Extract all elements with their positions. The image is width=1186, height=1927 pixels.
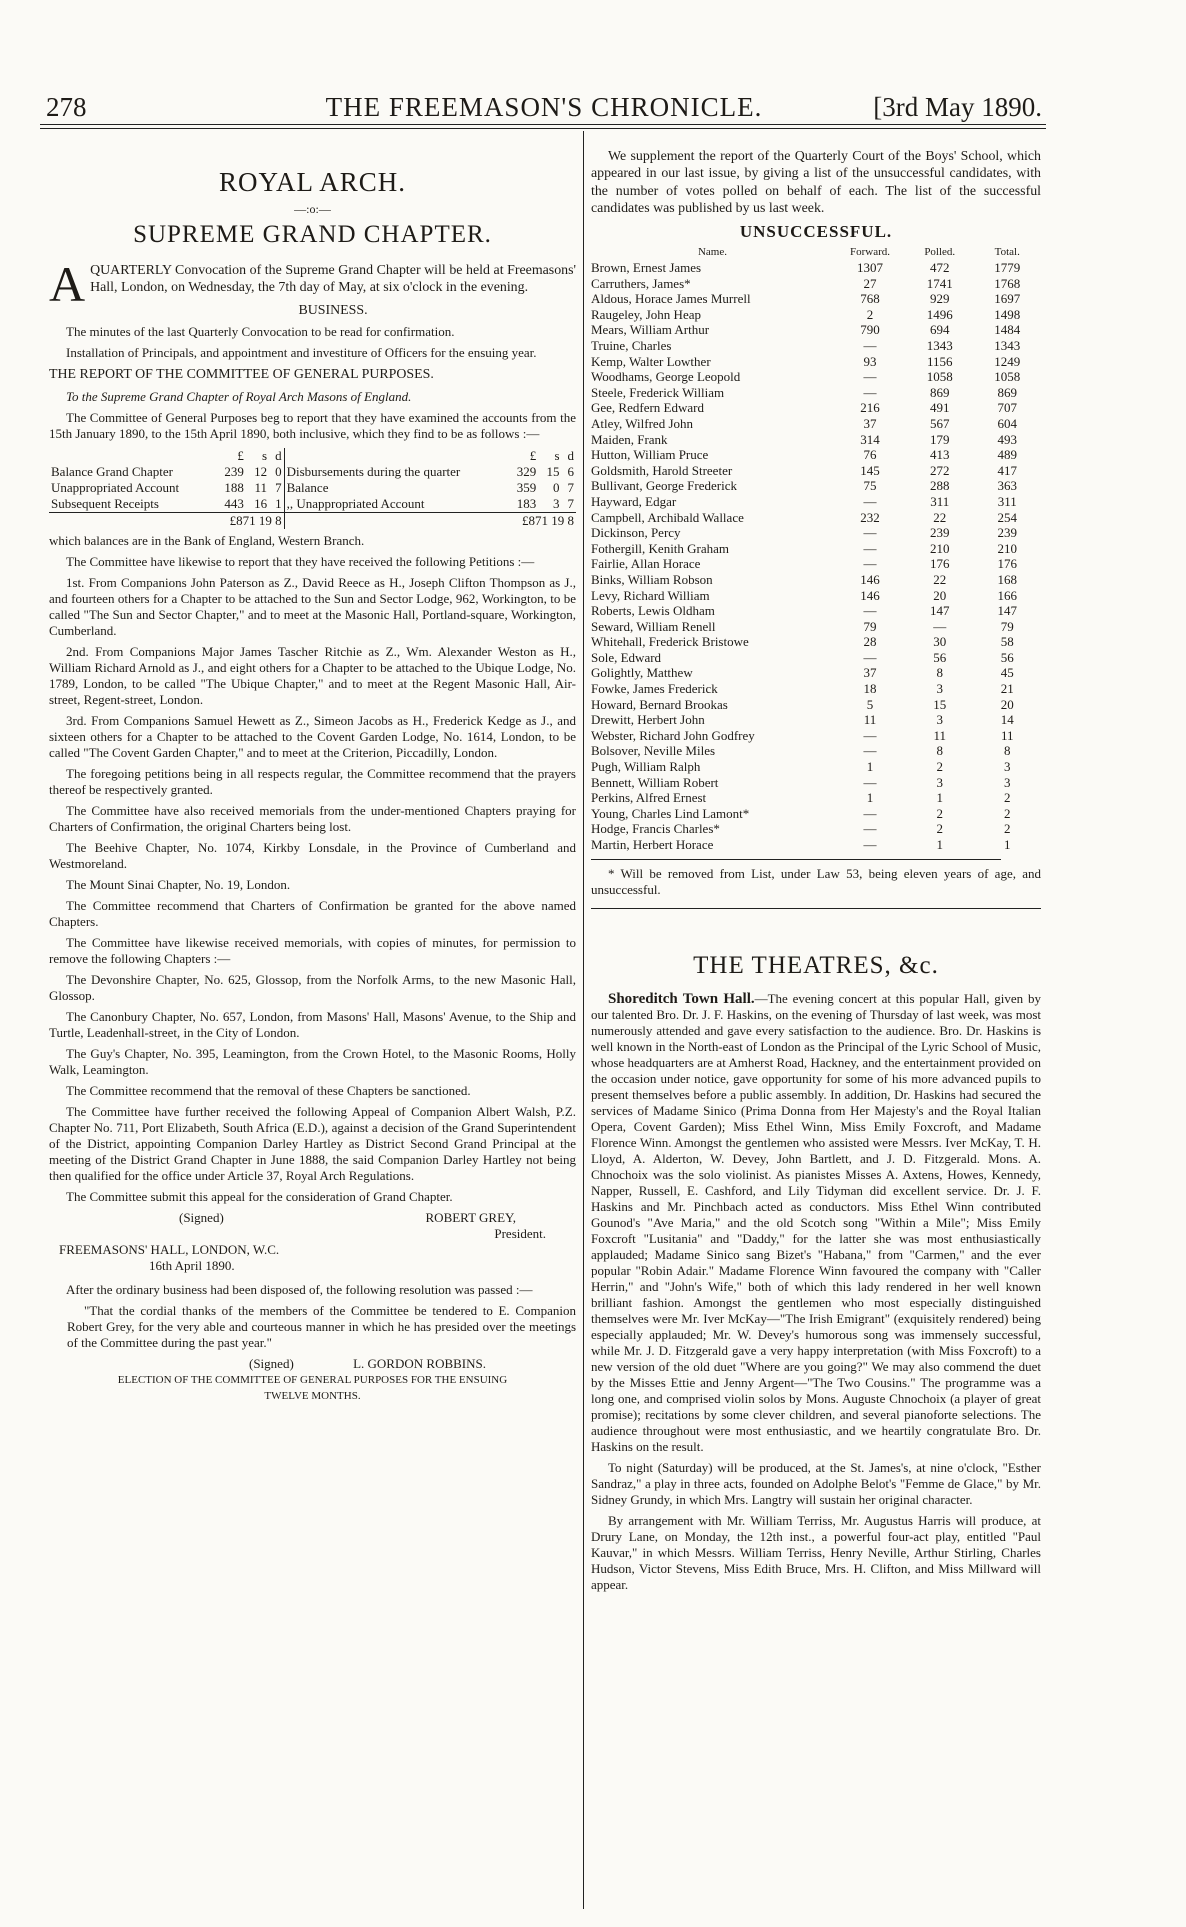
candidate-total: 2 [1004,790,1011,806]
candidate-name: Maiden, Frank [591,431,668,447]
candidate-forward: — [863,338,877,353]
candidate-name: Bullivant, George Frederick [591,478,737,494]
candidate-forward: 314 [860,431,880,447]
place-line: FREEMASONS' HALL, LONDON, W.C. [59,1241,280,1257]
candidate-total: 79 [1000,618,1014,634]
candidate-total: 1779 [994,260,1021,276]
candidate-forward: — [863,384,877,400]
candidate-row [591,276,1041,292]
candidate-name: Perkins, Alfred Ernest [591,790,707,806]
candidate-polled: 3 [936,774,943,790]
petition-1: 1st. From Companions John Paterson as Z., David Reece as H., Joseph Clifton Thompson as J., and fourteen others for a Chapter to be attached to the Sun and Sector Lodge, 962, Workington, to be called "The Sun and Sector Chapter," and to meet at the Masonic Hall, Portland-square, Workington, Cumberland. [49,574,576,638]
candidate-polled: 147 [930,603,950,619]
candidate-total: 869 [997,384,1017,400]
candidate-polled: 176 [930,556,950,572]
candidate-polled: 472 [930,260,950,276]
account-table: £ s d £ s d Balance Grand Chapter 239 12 0 Disbursements during the quarter 329 15 6 Unappropriated Account 188 11 7 Balance 359 0 7 Subsequent Receipts 443 16 1 ,, Unappropriated Account 183 3 7 £871 19 8 £871 19 8 [51,447,574,528]
shoreditch-paragraph [591,991,1041,1455]
candidate-name: Gee, Redfern Edward [591,400,704,416]
candidate-row [591,712,1041,728]
candidate-forward: 1307 [857,260,883,276]
candidate-polled: 491 [930,400,950,416]
candidate-total: 2 [1004,821,1011,837]
candidate-name: Carruthers, James* [591,275,691,291]
minutes-paragraph: The minutes of the last Quarterly Convocation to be read for confirmation. [66,324,455,340]
candidate-row [591,400,1041,416]
shoreditch-lead: Shoreditch Town Hall. [608,990,755,1007]
candidate-polled: 1343 [926,338,953,353]
date-line: 16th April 1890. [149,1257,235,1273]
report-address: To the Supreme Grand Chapter of Royal Arch Masons of England. [66,388,412,404]
candidate-polled: 22 [933,571,947,587]
candidate-row [591,494,1041,510]
candidate-total: 1498 [994,306,1021,322]
memorials-paragraph: The Committee have also received memorials from the under-mentioned Chapters praying for Charters of Confirmation, the original Charters being lost. [49,802,576,834]
candidate-total: 254 [997,509,1017,525]
candidate-polled: 413 [930,447,950,463]
left-column [49,166,576,1404]
candidate-row [591,743,1041,759]
candidate-total: 3 [1004,759,1011,775]
candidate-forward: — [863,603,877,619]
candidate-forward: 75 [863,478,877,494]
candidate-total: 21 [1000,681,1014,697]
candidate-name: Bennett, William Robert [591,774,719,790]
candidate-total: 58 [1000,634,1014,650]
tonight-paragraph: To night (Saturday) will be produced, at the St. James's, at nine o'clock, "Esther Sandraz," a play in three acts, founded on Adolphe Belot's "Femme de Glace," by Mr. Sidney Grundy, in which Mrs. Langtry will sustain her original character. [591,1459,1041,1507]
candidate-name: Hodge, Francis Charles* [591,821,720,837]
candidate-total: 1249 [994,353,1021,369]
candidate-polled: 272 [930,462,950,478]
candidate-polled: — [933,618,947,634]
candidate-total: 11 [1000,727,1014,743]
candidate-name: Whitehall, Frederick Bristowe [591,634,749,650]
candidate-total: 166 [997,587,1017,603]
candidate-name: Hutton, William Pruce [591,447,709,463]
candidate-name: Martin, Herbert Horace [591,837,714,852]
candidate-total: 210 [997,540,1017,556]
candidate-forward: — [863,540,877,556]
candidate-total: 20 [1000,696,1014,712]
candidate-name: Golightly, Matthew [591,665,693,681]
candidate-row [591,775,1041,791]
candidate-total: 1 [1004,837,1011,852]
col-total: Total. [994,246,1020,259]
candidate-name: Campbell, Archibald Wallace [591,509,744,525]
candidate-forward: — [863,649,877,665]
candidate-polled: 8 [936,665,943,681]
candidate-polled: 30 [933,634,947,650]
candidate-forward: 146 [860,587,880,603]
candidate-forward: 93 [863,353,877,369]
candidate-name: Hayward, Edgar [591,493,677,509]
petitions-intro: The Committee have likewise to report that they have received the following Petitions :— [66,553,535,569]
candidate-total: 3 [1004,774,1011,790]
candidate-name: Young, Charles Lind Lamont* [591,805,750,821]
candidate-total: 493 [997,431,1017,447]
supreme-grand-chapter-heading: SUPREME GRAND CHAPTER. [133,221,492,248]
candidate-name: Steele, Frederick William [591,384,725,400]
candidate-total: 1768 [994,275,1021,291]
candidate-total: 311 [997,493,1017,509]
candidate-forward: — [863,774,877,790]
candidate-row [591,634,1041,650]
candidate-name: Truine, Charles [591,338,672,353]
candidate-row [591,541,1041,557]
candidate-name: Seward, William Renell [591,618,716,634]
submit-paragraph: The Committee submit this appeal for the consideration of Grand Chapter. [66,1188,453,1204]
page-number: 278 [46,92,87,122]
candidate-polled: 2 [936,805,943,821]
candidate-row [591,619,1041,635]
candidate-row [591,291,1041,307]
candidate-name: Fowke, James Frederick [591,681,718,697]
appeal-paragraph: The Committee have further received the following Appeal of Companion Albert Walsh, P.Z. Chapter No. 711, Port Elizabeth, South Africa (E.D.), against a decision of the Grand Superintendent of the District, appointing Companion Darley Hartley as District Second Grand Principal at the meeting of the District Grand Chapter in June 1888, the said Companion Darley Hartley not being then qualified for the office under Article 37, Royal Arch Regulations. [49,1103,576,1183]
candidate-polled: 869 [930,384,950,400]
candidate-forward: — [863,369,877,385]
account-total-left: £871 19 8 [214,512,284,529]
candidate-forward: — [863,743,877,759]
candidate-row [591,681,1041,697]
candidate-name: Dickinson, Percy [591,525,681,541]
candidate-row [591,447,1041,463]
candidate-forward: 768 [860,291,880,307]
candidate-row [591,588,1041,604]
intro-paragraph: AQUARTERLY Convocation of the Supreme Grand Chapter will be held at Freemasons' Hall, London, on Wednesday, the 7th day of May, at six o'clock in the evening. [49,256,576,312]
candidate-total: 45 [1000,665,1014,681]
candidate-forward: 1 [866,759,874,775]
candidate-polled: 1156 [926,353,953,369]
guys-paragraph: The Guy's Chapter, No. 395, Leamington, from the Crown Hotel, to the Masonic Rooms, Holly Walk, Leamington. [49,1045,576,1077]
candidate-name: Goldsmith, Harold Streeter [591,462,733,478]
petition-2: 2nd. From Companions Major James Tascher Ritchie as Z., Wm. Alexander Weston as H., William Richard Arnold as J., and eight others for a Chapter to be attached to the Ubique Lodge, No. 1789, London, to be called "The Ubique Chapter," and to meet at the Regent Masonic Hall, Air-street, Regent-street, London. [49,643,576,707]
right-column [591,148,1041,1598]
candidate-total: 14 [1000,712,1014,728]
candidate-polled: 567 [930,415,950,431]
account-total-row [49,512,576,529]
arrangement-paragraph: By arrangement with Mr. William Terriss, Mr. Augustus Harris will produce, at Drury Lane, on Monday, the 12th inst., a powerful four-act play, entitled "Paul Kauvar," in which Messrs. William Terriss, Henry Neville, Arthur Stirling, Charles Hudson, Victor Stevens, Miss Edith Bruce, Mrs. H. Clifton, and Miss Millward will appear. [591,1512,1041,1592]
candidate-row [591,603,1041,619]
candidate-total: 2 [1004,805,1011,821]
business-heading: BUSINESS. [298,302,368,318]
candidate-row [591,354,1041,370]
after-paragraph: After the ordinary business had been disposed of, the following resolution was passed :— [66,1281,533,1297]
signature-line-2: (Signed) L. GORDON ROBBINS. [249,1355,486,1371]
issue-date: [3rd May 1890. [873,92,1042,122]
report-title: THE REPORT OF THE COMMITTEE OF GENERAL PURPOSES. [49,367,434,383]
candidate-total: 239 [997,525,1017,541]
candidate-row [591,369,1041,385]
candidate-name: Woodhams, George Leopold [591,369,741,385]
theatres-heading: THE THEATRES, &c. [693,951,939,979]
candidate-polled: 8 [936,743,943,759]
candidate-forward: 232 [860,509,880,525]
account-row: Subsequent Receipts 443 16 1 ,, Unappropriated Account 183 3 7 [51,495,574,511]
candidate-forward: 1 [866,790,874,806]
candidate-polled: 1496 [926,306,953,322]
candidate-row [591,821,1041,837]
candidate-row [591,385,1041,401]
candidate-row [591,665,1041,681]
candidate-polled: 239 [930,525,950,541]
candidate-name: Brown, Ernest James [591,260,702,276]
candidate-name: Levy, Richard William [591,587,710,603]
candidate-forward: 79 [863,618,877,634]
candidate-polled: 210 [930,540,950,556]
candidate-forward: 27 [863,275,877,291]
candidate-name: Aldous, Horace James Murrell [591,291,751,307]
candidate-name: Webster, Richard John Godfrey [591,727,755,743]
candidate-polled: 2 [936,759,943,775]
candidate-name: Atley, Wilfred John [591,415,694,431]
account-row: Balance Grand Chapter 239 12 0 Disbursements during the quarter 329 15 6 [51,463,574,479]
candidate-name: Drewitt, Herbert John [591,712,705,728]
candidate-name: Howard, Bernard Brookas [591,696,728,712]
candidate-polled: 311 [930,493,950,509]
candidate-forward: 216 [860,400,880,416]
signer-title: President. [494,1225,546,1241]
candidate-row [591,307,1041,323]
candidate-name: Kemp, Walter Lowther [591,353,711,369]
election-heading: ELECTION OF THE COMMITTEE OF GENERAL PURPOSES FOR THE ENSUING TWELVE MONTHS. [117,1373,508,1402]
masthead-rule [40,124,1046,125]
candidate-forward: 790 [860,322,880,338]
signer-2-name: L. GORDON ROBBINS. [353,1355,486,1371]
candidate-forward: — [863,821,877,837]
candidate-row [591,759,1041,775]
newspaper-title: THE FREEMASON'S CHRONICLE. [325,92,763,122]
column-divider [583,131,584,1909]
candidate-name: Roberts, Lewis Oldham [591,603,715,619]
candidate-row [591,432,1041,448]
candidate-total: 8 [1004,743,1011,759]
candidate-polled: 929 [930,291,950,307]
candidates-body [591,260,1041,853]
candidate-row [591,697,1041,713]
candidate-forward: 145 [860,462,880,478]
candidate-row [591,728,1041,744]
memorials-removal-paragraph: The Committee have likewise received memorials, with copies of minutes, for permission to remove the following Chapters :— [49,934,576,966]
candidate-forward: — [863,805,877,821]
candidate-forward: — [863,493,877,509]
candidate-row [591,525,1041,541]
candidate-polled: 288 [930,478,950,494]
candidate-polled: 1 [936,837,943,852]
candidate-row [591,837,1041,853]
col-forward: Forward. [849,246,891,259]
candidate-row [591,478,1041,494]
candidate-polled: 1 [936,790,943,806]
candidate-forward: — [863,727,877,743]
candidate-polled: 1741 [926,275,953,291]
candidate-row [591,650,1041,666]
candidate-polled: 11 [933,727,947,743]
installation-paragraph: Installation of Principals, and appointment and investiture of Officers for the ensuing year. [66,345,537,361]
candidate-forward: 37 [863,415,877,431]
candidate-total: 489 [997,447,1017,463]
candidate-row [591,790,1041,806]
candidate-forward: 146 [860,571,880,587]
devonshire-paragraph: The Devonshire Chapter, No. 625, Glossop, from the Norfolk Arms, to the new Masonic Hall, Glossop. [49,971,576,1003]
candidate-total: 168 [997,571,1017,587]
col-name: Name. [697,246,727,259]
account-row: Unappropriated Account 188 11 7 Balance 359 0 7 [51,479,574,495]
candidate-row [591,572,1041,588]
candidate-polled: 3 [936,712,943,728]
resolution-paragraph: "That the cordial thanks of the members of the Committee be tendered to E. Companion Robert Grey, for the very able and courteous manner in which he has presided over the meetings of the Committee during the past year." [67,1302,576,1350]
beehive-paragraph: The Beehive Chapter, No. 1074, Kirkby Lonsdale, in the Province of Cumberland and Westmoreland. [49,839,576,871]
sinai-paragraph: The Mount Sinai Chapter, No. 19, London. [66,876,291,892]
candidate-total: 417 [997,462,1017,478]
masthead-rule-thin [40,128,1046,129]
candidate-forward: 76 [863,447,877,463]
candidate-forward: 11 [863,712,877,728]
candidate-name: Sole, Edward [591,649,662,665]
canonbury-paragraph: The Canonbury Chapter, No. 657, London, from Masons' Hall, Masons' Avenue, to the Ship and Turtle, Leadenhall-street, in the City of London. [49,1008,576,1040]
section-rule [591,908,1041,909]
candidate-name: Fothergill, Kenith Graham [591,540,730,556]
candidate-row [591,260,1041,276]
candidate-total: 1058 [994,369,1021,385]
shoreditch-text: —The evening concert at this popular Hall, given by our talented Bro. Dr. J. F. Haskins, on the evening of Thursday of last week, was most numerously attended and gave every satisfaction to the audience. Bro. Dr. Haskins is well known in the North-east of London as the Principal of the Lyric School of Music, whose headquarters are at Amherst Road, Hackney, and the entertainment provided on the occasion under notice, gave opportunity for some of his more advanced pupils to present themselves before a public assembly. In addition, Dr. Haskins had secured the services of Madame Sinico (Prima Donna from Her Majesty's and the Royal Italian Opera, Covent Garden); Miss Ethel Winn, Miss Emily Foxcroft, and Madame Florence Winn. Amongst the gentlemen who assisted were Messrs. Iver McKay, T. H. Lloyd, A. Alderton, W. Devey, John Bartlett, and J. D. Fitzgerald. Mons. A. Chnochoix was the solo violinist. As pianistes Misses A. Axtens, Howes, Kennedy, Napper, Russell, E. Cashford, and Lily Tidyman did excellent service. Dr. J. F. Haskins and Mr. Pinchbach acted as conductors. Miss Ethel Winn contributed Gounod's "Ave Maria," and the old Scotch song "Within a Mile"; Miss Emily Foxcroft "Lusitania" and "Daddy," for the latter she was most enthusiastically applauded; Madame Sinico sang Bizet's "Habana," from "Carmen," and the ever popular "Robin Adair." Madame Florence Winn favoured the company with "Caller Herrin," and "John's Wife," both of which this lady rendered in her well known brilliant fashion. Amongst the gentlemen who most especially distinguished themselves were Mr. Iver McKay—"The Irish Emigrant" (exquisitely rendered) being especially applauded; Mr. W. Devey's humorous song was immensely successful, while Mr. J. D. Fitzgerald gave a very happy interpretation (with Miss Foxcroft) to a new version of the old duet "Where are you going?" We may also commend the duet by the Misses Ettie and Jenny Argent—"The Two Cousins." The programme was a long one, and comprised violin solos by Mons. Auguste Chnochoix (a player of great promise); recitations by some clever children, and several pianoforte selections. The audience throughout were most enthusiastic, and we heartily congratulate Bro. Dr. Haskins on the result. [591,990,1041,1454]
candidate-forward: — [863,525,877,541]
candidate-polled: 3 [936,681,943,697]
candidate-name: Pugh, William Ralph [591,759,701,775]
candidate-name: Fairlie, Allan Horace [591,556,701,572]
separator: —:o:— [294,202,331,216]
recommend-paragraph: The Committee recommend that Charters of Confirmation be granted for the above named Chapters. [49,897,576,929]
masthead [46,92,1042,122]
candidate-forward: 2 [866,306,874,322]
candidate-total: 707 [997,400,1017,416]
candidates-table [591,244,1041,853]
candidate-total: 1343 [994,338,1021,353]
candidate-row [591,806,1041,822]
unsuccessful-heading: UNSUCCESSFUL. [739,221,893,241]
candidate-polled: 694 [930,322,950,338]
candidate-name: Raugeley, John Heap [591,306,701,322]
candidate-row [591,510,1041,526]
candidate-total: 56 [1000,649,1014,665]
footnote: * Will be removed from List, under Law 53, being eleven years of age, and unsuccessful. [591,865,1041,897]
footnote-rule [591,859,1001,860]
candidate-polled: 1058 [926,369,953,385]
candidate-polled: 15 [933,696,947,712]
candidate-row [591,556,1041,572]
report-paragraph: The Committee of General Purposes beg to report that they have examined the accounts from the 15th January 1890, to the 15th April 1890, both inclusive, which they find to be as follows :— [49,409,576,441]
candidate-total: 1697 [994,291,1021,307]
boys-school-intro: We supplement the report of the Quarterly Court of the Boys' School, which appeared in our last issue, by giving a list of the unsuccessful candidates, with the number of votes polled on behalf of each. The list of the successful candidates was published by us last week. [591,149,1041,217]
candidate-row [591,463,1041,479]
candidate-total: 147 [997,603,1017,619]
removal-paragraph: The Committee recommend that the removal of these Chapters be sanctioned. [66,1082,471,1098]
candidate-forward: 5 [866,696,874,712]
candidate-forward: 37 [863,665,877,681]
regular-paragraph: The foregoing petitions being in all respects regular, the Committee recommend that the prayers thereof be respectively granted. [49,765,576,797]
candidate-forward: — [863,556,877,572]
candidate-forward: 28 [863,634,877,650]
candidate-polled: 20 [933,587,947,603]
candidate-forward: — [863,837,877,852]
petition-3: 3rd. From Companions Samuel Hewett as Z., Simeon Jacobs as H., Frederick Kedge as J., and sixteen others for a Chapter to be attached to the Covent Garden Lodge, No. 1614, London, to be called "The Covent Garden Chapter," and to meet at the Criterion, Piccadilly, London. [49,712,576,760]
candidate-row [591,416,1041,432]
candidate-polled: 22 [933,509,947,525]
candidate-name: Bolsover, Neville Miles [591,743,716,759]
candidate-total: 176 [997,556,1017,572]
signer-name: ROBERT GREY, [425,1209,516,1225]
royal-arch-heading: ROYAL ARCH. [218,167,407,197]
candidate-polled: 2 [936,821,943,837]
candidate-polled: 179 [930,431,950,447]
candidate-forward: 18 [863,681,877,697]
signature-line: (Signed) ROBERT GREY, [179,1209,516,1225]
candidate-total: 604 [997,415,1017,431]
candidate-name: Mears, William Arthur [591,322,710,338]
candidate-row [591,322,1041,338]
candidate-polled: 56 [933,649,947,665]
bank-paragraph: which balances are in the Bank of England, Western Branch. [49,532,365,548]
candidate-row [591,338,1041,354]
candidate-total: 363 [997,478,1017,494]
account-total-right: £871 19 8 [506,512,576,529]
candidate-total: 1484 [994,322,1021,338]
candidate-name: Binks, William Robson [591,571,713,587]
col-polled: Polled. [924,246,956,259]
